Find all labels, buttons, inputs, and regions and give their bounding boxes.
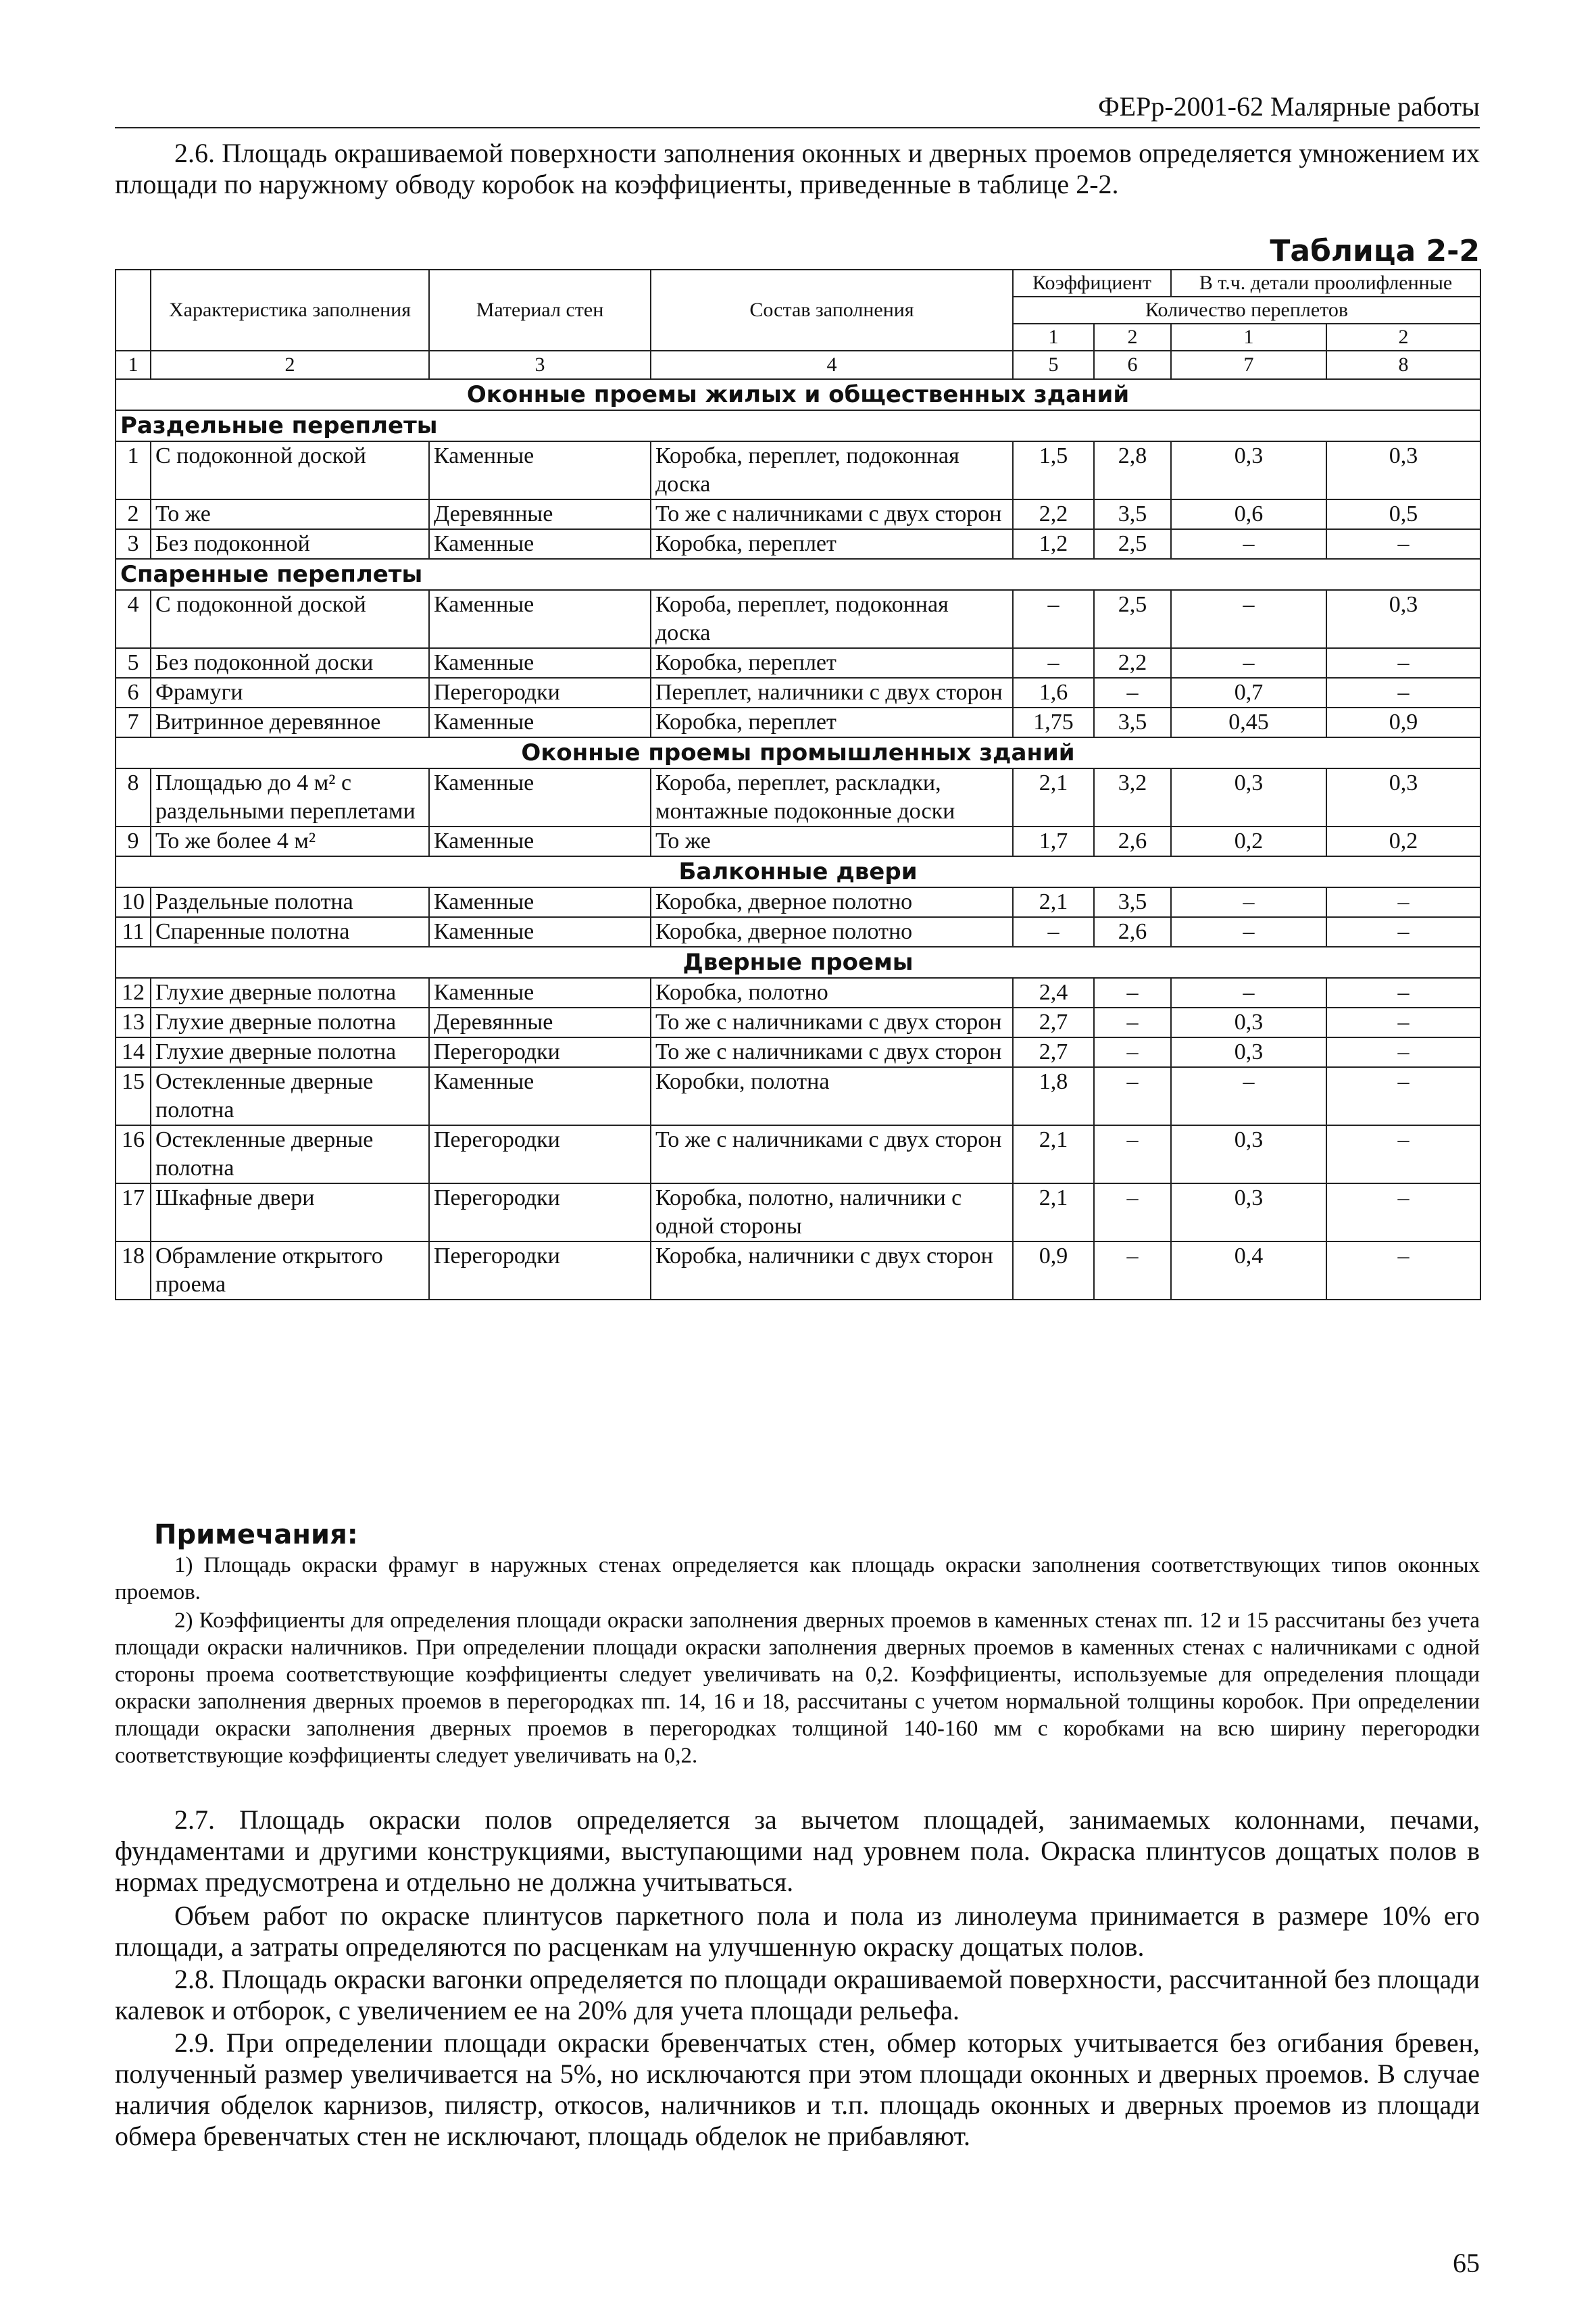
row-number: 10 xyxy=(116,887,151,917)
section-title: Балконные двери xyxy=(116,856,1480,887)
cell-composition: Коробка, наличники с двух сторон xyxy=(651,1241,1013,1300)
cell-oiled-1: 0,3 xyxy=(1171,441,1326,499)
cell-oiled-2: – xyxy=(1326,1183,1480,1241)
cell-characteristic: Витринное деревянное xyxy=(151,708,429,737)
cell-oiled-2: – xyxy=(1326,887,1480,917)
cell-oiled-2: 0,2 xyxy=(1326,827,1480,856)
paragraph-2-7-continued: Объем работ по окраске плинтусов паркетного пола и пола из линолеума принимается в размере 10% его площади, а затраты определяются по расценкам на улучшенную окраску дощатых полов. xyxy=(115,1900,1480,1962)
cell-oiled-1: 0,3 xyxy=(1171,1008,1326,1037)
cell-wall-material: Каменные xyxy=(429,441,651,499)
cell-wall-material: Перегородки xyxy=(429,1183,651,1241)
cell-wall-material: Каменные xyxy=(429,1067,651,1125)
column-number: 1 xyxy=(116,351,151,379)
row-number: 5 xyxy=(116,648,151,678)
note-1: 1) Площадь окраски фрамуг в наружных стенах определяется как площадь окраски заполнения соответствующих типов оконных проемов. xyxy=(115,1553,1480,1604)
cell-oiled-2: – xyxy=(1326,1241,1480,1300)
cell-coef-2: – xyxy=(1094,1008,1171,1037)
cell-characteristic: То же xyxy=(151,499,429,529)
cell-oiled-2: – xyxy=(1326,978,1480,1008)
cell-coef-1: 2,1 xyxy=(1013,887,1094,917)
cell-coef-2: – xyxy=(1094,1125,1171,1183)
cell-coef-2: 2,6 xyxy=(1094,827,1171,856)
row-number: 16 xyxy=(116,1125,151,1183)
table-row xyxy=(116,499,1480,529)
table-row xyxy=(116,1183,1480,1241)
cell-composition: Коробка, полотно xyxy=(651,978,1013,1008)
cell-oiled-1: – xyxy=(1171,529,1326,559)
cell-oiled-2: – xyxy=(1326,1037,1480,1067)
note-2: 2) Коэффициенты для определения площади окраски заполнения дверных проемов в каменных стенах пп. 12 и 15 рассчитаны без учета площади окраски наличников. При определении площади окраски заполнения дверных проемов в каменных стенах с наличниками с одной стороны проема соответствующие коэффициенты следует увеличивать на 0,2. Коэффициенты, используемые для определения площади окраски заполнения дверных проемов в перегородках пп. 14, 16 и 18, рассчитаны с учетом нормальной толщины коробок. При определении площади окраски заполнения дверных проемов в перегородках толщиной 140-160 мм с коробками на всю ширину перегородки соответствующие коэффициенты следует увеличивать на 0,2. xyxy=(115,1608,1480,1768)
cell-oiled-1: 0,3 xyxy=(1171,1183,1326,1241)
notes-title: Примечания: xyxy=(154,1519,358,1550)
cell-wall-material: Деревянные xyxy=(429,499,651,529)
cell-characteristic: Без подоконной xyxy=(151,529,429,559)
section-title: Оконные проемы жилых и общественных зданий xyxy=(116,379,1480,410)
section-title: Дверные проемы xyxy=(116,947,1480,978)
cell-coef-1: 1,8 xyxy=(1013,1067,1094,1125)
cell-composition: То же с наличниками с двух сторон xyxy=(651,1008,1013,1037)
cell-oiled-2: – xyxy=(1326,648,1480,678)
cell-coef-2: – xyxy=(1094,1183,1171,1241)
cell-coef-1: – xyxy=(1013,590,1094,648)
cell-oiled-1: – xyxy=(1171,648,1326,678)
column-number: 7 xyxy=(1171,351,1326,379)
cell-wall-material: Каменные xyxy=(429,887,651,917)
cell-coef-1: 2,1 xyxy=(1013,1125,1094,1183)
cell-composition: Коробка, дверное полотно xyxy=(651,917,1013,947)
cell-characteristic: Спаренные полотна xyxy=(151,917,429,947)
table-row xyxy=(116,768,1480,827)
cell-coef-2: – xyxy=(1094,1067,1171,1125)
table-row xyxy=(116,1125,1480,1183)
table-header-row xyxy=(116,270,1480,297)
paragraph-2-9: 2.9. При определении площади окраски бревенчатых стен, обмер которых учитывается без огибания бревен, полученный размер увеличивается на 5%, но исключаются при этом площади оконных и дверных проемов. В случае наличия обделок карнизов, пилястр, откосов, наличников и т.п. площадь оконных и дверных проемов из площади обмера бревенчатых стен не исключают, площадь обделок не прибавляют. xyxy=(115,2027,1480,2151)
cell-composition: Коробка, полотно, наличники с одной стороны xyxy=(651,1183,1013,1241)
header-coefficient: Коэффициент xyxy=(1013,270,1171,297)
page-number: 65 xyxy=(1453,2248,1480,2278)
section-row xyxy=(116,856,1480,887)
cell-oiled-2: – xyxy=(1326,1067,1480,1125)
cell-oiled-1: – xyxy=(1171,1067,1326,1125)
cell-oiled-2: 0,5 xyxy=(1326,499,1480,529)
section-row xyxy=(116,379,1480,410)
cell-composition: Коробки, полотна xyxy=(651,1067,1013,1125)
cell-composition: Переплет, наличники с двух сторон xyxy=(651,678,1013,708)
cell-oiled-1: – xyxy=(1171,887,1326,917)
cell-wall-material: Перегородки xyxy=(429,1125,651,1183)
cell-wall-material: Каменные xyxy=(429,590,651,648)
table-body-group xyxy=(116,887,1480,947)
cell-composition: То же с наличниками с двух сторон xyxy=(651,1037,1013,1067)
cell-wall-material: Перегородки xyxy=(429,1241,651,1300)
cell-oiled-2: 0,9 xyxy=(1326,708,1480,737)
cell-oiled-2: – xyxy=(1326,678,1480,708)
table-body-group xyxy=(116,441,1480,559)
table-row xyxy=(116,978,1480,1008)
subsection-title: Спаренные переплеты xyxy=(116,559,1480,590)
cell-composition: То же xyxy=(651,827,1013,856)
cell-coef-2: 2,8 xyxy=(1094,441,1171,499)
cell-coef-1: 2,7 xyxy=(1013,1008,1094,1037)
row-number: 17 xyxy=(116,1183,151,1241)
cell-characteristic: С подоконной доской xyxy=(151,590,429,648)
cell-coef-1: 2,7 xyxy=(1013,1037,1094,1067)
table-row xyxy=(116,917,1480,947)
row-number: 3 xyxy=(116,529,151,559)
cell-coef-2: 2,5 xyxy=(1094,529,1171,559)
header-sub: 1 xyxy=(1171,324,1326,351)
table-row xyxy=(116,1008,1480,1037)
column-number: 8 xyxy=(1326,351,1480,379)
cell-oiled-2: – xyxy=(1326,1008,1480,1037)
cell-wall-material: Каменные xyxy=(429,768,651,827)
column-number: 2 xyxy=(151,351,429,379)
table-row xyxy=(116,678,1480,708)
cell-wall-material: Каменные xyxy=(429,978,651,1008)
cell-coef-1: 1,75 xyxy=(1013,708,1094,737)
section-title: Оконные проемы промышленных зданий xyxy=(116,737,1480,768)
cell-coef-2: – xyxy=(1094,1037,1171,1067)
cell-coef-1: – xyxy=(1013,917,1094,947)
cell-coef-2: 3,2 xyxy=(1094,768,1171,827)
header-frame-count: Количество переплетов xyxy=(1013,297,1480,324)
cell-wall-material: Каменные xyxy=(429,917,651,947)
row-number: 7 xyxy=(116,708,151,737)
cell-oiled-1: 0,2 xyxy=(1171,827,1326,856)
cell-composition: То же с наличниками с двух сторон xyxy=(651,1125,1013,1183)
cell-wall-material: Перегородки xyxy=(429,678,651,708)
cell-composition: То же с наличниками с двух сторон xyxy=(651,499,1013,529)
header-characteristic: Характеристика заполнения xyxy=(151,270,429,351)
row-number: 11 xyxy=(116,917,151,947)
cell-characteristic: Глухие дверные полотна xyxy=(151,1037,429,1067)
cell-coef-2: – xyxy=(1094,1241,1171,1300)
cell-composition: Короба, переплет, подоконная доска xyxy=(651,590,1013,648)
cell-oiled-1: 0,45 xyxy=(1171,708,1326,737)
cell-characteristic: Глухие дверные полотна xyxy=(151,978,429,1008)
cell-characteristic: С подоконной доской xyxy=(151,441,429,499)
cell-coef-2: 3,5 xyxy=(1094,887,1171,917)
cell-coef-1: 2,2 xyxy=(1013,499,1094,529)
cell-composition: Коробка, переплет xyxy=(651,708,1013,737)
paragraph-2-7: 2.7. Площадь окраски полов определяется за вычетом площадей, занимаемых колоннами, печами, фундаментами и другими конструкциями, выступающими над уровнем пола. Окраска плинтусов дощатых полов в нормах предусмотрена и отдельно не должна учитываться. xyxy=(115,1804,1480,1897)
cell-coef-1: 1,7 xyxy=(1013,827,1094,856)
table-row xyxy=(116,648,1480,678)
coefficients-table xyxy=(115,269,1481,1300)
table-body-group xyxy=(116,590,1480,737)
subsection-title: Раздельные переплеты xyxy=(116,410,1480,441)
cell-wall-material: Деревянные xyxy=(429,1008,651,1037)
table-caption: Таблица 2-2 xyxy=(1270,234,1480,268)
header-wall-material: Материал стен xyxy=(429,270,651,351)
header-oiled-details: В т.ч. детали проолифленные xyxy=(1171,270,1480,297)
section-row xyxy=(116,947,1480,978)
cell-oiled-2: – xyxy=(1326,529,1480,559)
row-number: 8 xyxy=(116,768,151,827)
cell-oiled-2: – xyxy=(1326,1125,1480,1183)
cell-coef-2: 2,5 xyxy=(1094,590,1171,648)
table-row xyxy=(116,590,1480,648)
cell-wall-material: Каменные xyxy=(429,708,651,737)
header-sub: 2 xyxy=(1094,324,1171,351)
section-row xyxy=(116,737,1480,768)
cell-composition: Коробка, переплет, подоконная доска xyxy=(651,441,1013,499)
cell-composition: Коробка, переплет xyxy=(651,529,1013,559)
row-number: 12 xyxy=(116,978,151,1008)
row-number: 15 xyxy=(116,1067,151,1125)
cell-oiled-1: – xyxy=(1171,590,1326,648)
cell-characteristic: То же более 4 м² xyxy=(151,827,429,856)
running-header: ФЕРр-2001-62 Малярные работы xyxy=(115,88,1480,128)
table-row xyxy=(116,1241,1480,1300)
paragraph-2-8: 2.8. Площадь окраски вагонки определяется по площади окрашиваемой поверхности, рассчитанной без площади калевок и отборок, с увеличением ее на 20% для учета площади рельефа. xyxy=(115,1964,1480,2025)
column-number: 4 xyxy=(651,351,1013,379)
cell-coef-2: – xyxy=(1094,978,1171,1008)
header-sub: 1 xyxy=(1013,324,1094,351)
table-row xyxy=(116,827,1480,856)
cell-coef-1: 2,4 xyxy=(1013,978,1094,1008)
row-number: 13 xyxy=(116,1008,151,1037)
cell-characteristic: Фрамуги xyxy=(151,678,429,708)
cell-coef-1: 1,5 xyxy=(1013,441,1094,499)
row-number: 14 xyxy=(116,1037,151,1067)
cell-wall-material: Каменные xyxy=(429,529,651,559)
cell-coef-2: 2,6 xyxy=(1094,917,1171,947)
column-number: 6 xyxy=(1094,351,1171,379)
cell-coef-2: 3,5 xyxy=(1094,499,1171,529)
cell-characteristic: Остекленные дверные полотна xyxy=(151,1125,429,1183)
cell-wall-material: Каменные xyxy=(429,648,651,678)
cell-oiled-1: – xyxy=(1171,917,1326,947)
cell-oiled-1: 0,7 xyxy=(1171,678,1326,708)
cell-oiled-2: 0,3 xyxy=(1326,441,1480,499)
cell-characteristic: Обрамление открытого проема xyxy=(151,1241,429,1300)
cell-oiled-2: – xyxy=(1326,917,1480,947)
cell-oiled-1: – xyxy=(1171,978,1326,1008)
cell-oiled-1: 0,3 xyxy=(1171,1037,1326,1067)
row-number: 18 xyxy=(116,1241,151,1300)
cell-coef-1: 0,9 xyxy=(1013,1241,1094,1300)
cell-oiled-1: 0,6 xyxy=(1171,499,1326,529)
cell-coef-2: 2,2 xyxy=(1094,648,1171,678)
cell-composition: Коробка, переплет xyxy=(651,648,1013,678)
subsection-row xyxy=(116,559,1480,590)
cell-coef-1: 1,2 xyxy=(1013,529,1094,559)
column-number: 3 xyxy=(429,351,651,379)
table-row xyxy=(116,529,1480,559)
cell-oiled-1: 0,3 xyxy=(1171,1125,1326,1183)
cell-composition: Коробка, дверное полотно xyxy=(651,887,1013,917)
cell-characteristic: Глухие дверные полотна xyxy=(151,1008,429,1037)
row-number: 2 xyxy=(116,499,151,529)
table-body-group xyxy=(116,978,1480,1300)
cell-oiled-2: 0,3 xyxy=(1326,590,1480,648)
paragraph-2-6: 2.6. Площадь окрашиваемой поверхности заполнения оконных и дверных проемов определяется умножением их площади по наружному обводу коробок на коэффициенты, приведенные в таблице 2-2. xyxy=(115,138,1480,199)
cell-coef-1: 2,1 xyxy=(1013,1183,1094,1241)
row-number: 6 xyxy=(116,678,151,708)
cell-composition: Короба, переплет, раскладки, монтажные подоконные доски xyxy=(651,768,1013,827)
cell-coef-1: – xyxy=(1013,648,1094,678)
table-row xyxy=(116,708,1480,737)
cell-coef-2: – xyxy=(1094,678,1171,708)
row-number: 1 xyxy=(116,441,151,499)
table-row xyxy=(116,441,1480,499)
table-body-group xyxy=(116,768,1480,856)
cell-wall-material: Перегородки xyxy=(429,1037,651,1067)
cell-oiled-1: 0,3 xyxy=(1171,768,1326,827)
cell-coef-1: 2,1 xyxy=(1013,768,1094,827)
row-number: 4 xyxy=(116,590,151,648)
row-number: 9 xyxy=(116,827,151,856)
header-sub: 2 xyxy=(1326,324,1480,351)
cell-characteristic: Остекленные дверные полотна xyxy=(151,1067,429,1125)
cell-coef-2: 3,5 xyxy=(1094,708,1171,737)
column-number: 5 xyxy=(1013,351,1094,379)
cell-oiled-1: 0,4 xyxy=(1171,1241,1326,1300)
cell-characteristic: Раздельные полотна xyxy=(151,887,429,917)
table-row xyxy=(116,1067,1480,1125)
subsection-row xyxy=(116,410,1480,441)
cell-characteristic: Без подоконной доски xyxy=(151,648,429,678)
cell-characteristic: Шкафные двери xyxy=(151,1183,429,1241)
table-row xyxy=(116,887,1480,917)
column-number-row xyxy=(116,351,1480,379)
header-composition: Состав заполнения xyxy=(651,270,1013,351)
cell-oiled-2: 0,3 xyxy=(1326,768,1480,827)
cell-characteristic: Площадью до 4 м² с раздельными переплетами xyxy=(151,768,429,827)
cell-coef-1: 1,6 xyxy=(1013,678,1094,708)
cell-wall-material: Каменные xyxy=(429,827,651,856)
table-row xyxy=(116,1037,1480,1067)
